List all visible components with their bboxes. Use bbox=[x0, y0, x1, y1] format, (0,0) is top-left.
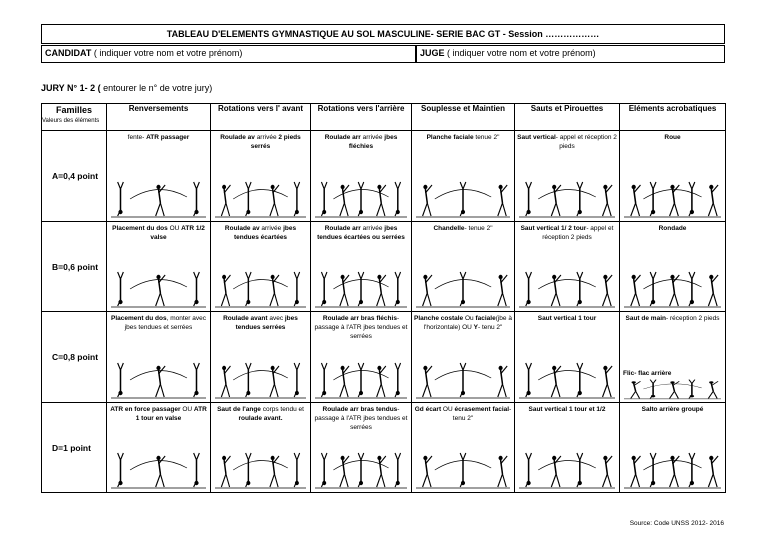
element-caption bbox=[311, 131, 411, 165]
element-cell bbox=[515, 312, 620, 403]
extra-element-label: Flic- flac arrière bbox=[623, 370, 672, 377]
gymnast-figure-image bbox=[215, 179, 306, 219]
jury-line bbox=[41, 83, 212, 93]
element-caption bbox=[412, 222, 514, 256]
caption-part: fente- bbox=[127, 134, 147, 141]
caption-part: OU bbox=[167, 225, 182, 232]
element-cell bbox=[311, 403, 412, 493]
element-caption bbox=[211, 403, 310, 437]
caption-part: arrivée bbox=[259, 225, 284, 232]
element-row bbox=[42, 131, 726, 222]
families-title: Familles bbox=[55, 105, 93, 115]
gymnast-figure-image bbox=[416, 450, 510, 490]
gymnast-figure-image bbox=[519, 269, 615, 309]
caption-part: - tenu 2" bbox=[478, 324, 503, 331]
element-caption bbox=[412, 312, 514, 346]
gymnast-figure-image bbox=[111, 269, 206, 309]
element-cell bbox=[412, 131, 515, 222]
column-header: Rotations vers l' avant bbox=[211, 104, 311, 131]
element-cell bbox=[620, 222, 726, 312]
row-value-label: A=0,4 point bbox=[42, 131, 107, 222]
element-cell bbox=[412, 222, 515, 312]
element-caption bbox=[620, 312, 725, 346]
caption-part: roulade avant. bbox=[238, 415, 283, 422]
gymnast-figure-image bbox=[519, 360, 615, 400]
element-caption bbox=[620, 403, 725, 437]
candidat-hint: ( indiquer votre nom et votre prénom) bbox=[91, 48, 243, 58]
caption-part: jbes fléchies bbox=[348, 134, 398, 150]
caption-part: Salto arrière groupé bbox=[641, 406, 704, 413]
gymnast-figure-image bbox=[416, 179, 510, 219]
element-caption bbox=[620, 131, 725, 165]
element-row bbox=[42, 312, 726, 403]
gymnast-figure-image bbox=[315, 360, 407, 400]
juge-hint: ( indiquer votre nom et votre prénom) bbox=[444, 48, 596, 58]
row-value-label: C=0,8 point bbox=[42, 312, 107, 403]
caption-part: Roulade arr bras fléchis bbox=[322, 315, 397, 322]
jury-label: JURY N° 1- 2 ( bbox=[41, 83, 101, 93]
element-cell bbox=[107, 222, 211, 312]
element-cell bbox=[515, 131, 620, 222]
element-cell bbox=[211, 222, 311, 312]
caption-part: Saut de main bbox=[625, 315, 666, 322]
element-cell bbox=[412, 403, 515, 493]
element-cell bbox=[107, 131, 211, 222]
element-caption bbox=[412, 131, 514, 165]
element-cell bbox=[311, 131, 412, 222]
gymnast-figure-image bbox=[111, 179, 206, 219]
element-cell bbox=[211, 131, 311, 222]
element-cell bbox=[412, 312, 515, 403]
caption-part: ATR 1 tour en valse bbox=[135, 406, 207, 422]
column-header: Souplesse et Maintien bbox=[412, 104, 515, 131]
caption-part: OU bbox=[180, 406, 194, 413]
gymnast-figure-image bbox=[624, 450, 721, 490]
caption-part: ATR passager bbox=[146, 134, 190, 141]
element-caption bbox=[211, 222, 310, 256]
caption-part: Saut vertical 1 tour bbox=[537, 315, 597, 322]
element-caption bbox=[107, 222, 210, 256]
caption-part: - appel et réception 2 pieds bbox=[542, 225, 614, 241]
element-caption bbox=[211, 131, 310, 165]
gymnast-figure-image bbox=[624, 269, 721, 309]
caption-part: corps tendu et bbox=[260, 406, 304, 413]
row-value-label: B=0,6 point bbox=[42, 222, 107, 312]
caption-part: Roulade arr bbox=[324, 225, 361, 232]
candidat-field[interactable] bbox=[41, 45, 416, 63]
caption-part: écrasement facial bbox=[454, 406, 510, 413]
caption-part: Saut vertical 1 tour et 1/2 bbox=[528, 406, 606, 413]
column-header: Renversements bbox=[107, 104, 211, 131]
element-caption bbox=[515, 131, 619, 165]
caption-part: jbes tendues serrées bbox=[235, 315, 298, 331]
caption-part: Placement du dos bbox=[110, 315, 167, 322]
element-caption bbox=[311, 403, 411, 437]
column-header: Rotations vers l'arrière bbox=[311, 104, 412, 131]
element-caption bbox=[107, 312, 210, 346]
caption-part: Roue bbox=[664, 134, 681, 141]
row-value-label: D=1 point bbox=[42, 403, 107, 493]
families-header bbox=[42, 104, 107, 131]
gymnast-figure-image bbox=[215, 269, 306, 309]
gymnast-figure-image bbox=[315, 450, 407, 490]
caption-part: - tenu 2" bbox=[452, 406, 512, 422]
gymnast-figure-image bbox=[519, 450, 615, 490]
element-cell bbox=[515, 403, 620, 493]
element-cell bbox=[620, 312, 726, 403]
element-caption bbox=[107, 403, 210, 437]
element-cell bbox=[311, 312, 412, 403]
element-cell bbox=[211, 312, 311, 403]
caption-part: jbes tendues écartées bbox=[233, 225, 297, 241]
caption-part: Saut de l'ange bbox=[217, 406, 261, 413]
element-row bbox=[42, 222, 726, 312]
gymnast-figure-image bbox=[215, 450, 306, 490]
caption-part: arrivée bbox=[360, 225, 385, 232]
element-caption bbox=[515, 312, 619, 346]
caption-part: - réception 2 pieds bbox=[665, 315, 720, 322]
caption-part: Roulade av bbox=[224, 225, 260, 232]
caption-part: - passage à l'ATR jbes tendues et serrées bbox=[314, 315, 408, 340]
column-header: Sauts et Pirouettes bbox=[515, 104, 620, 131]
caption-part: Y bbox=[473, 324, 478, 331]
gymnast-figure-image bbox=[416, 269, 510, 309]
families-subtitle: Valeurs des éléments bbox=[42, 118, 100, 124]
caption-part: OU bbox=[441, 406, 455, 413]
element-row bbox=[42, 403, 726, 493]
source-note: Source: Code UNSS 2012- 2016 bbox=[629, 520, 724, 527]
caption-part: arrivée bbox=[360, 134, 385, 141]
element-cell bbox=[107, 312, 211, 403]
caption-part: Roulade av bbox=[220, 134, 255, 141]
candidat-label: CANDIDAT bbox=[45, 48, 92, 58]
caption-part: Chandelle bbox=[433, 225, 465, 232]
caption-part: Roulade arr bbox=[324, 134, 361, 141]
element-cell bbox=[211, 403, 311, 493]
element-cell bbox=[620, 131, 726, 222]
header-row bbox=[42, 104, 726, 131]
caption-part: jbes tendues écartées ou serrées bbox=[317, 225, 405, 241]
gymnast-figure-image bbox=[315, 269, 407, 309]
element-caption bbox=[412, 403, 514, 437]
jury-hint: entourer le n° de votre jury) bbox=[100, 83, 213, 93]
caption-part: avec bbox=[267, 315, 285, 322]
element-caption bbox=[515, 222, 619, 256]
caption-part: Ou bbox=[463, 315, 476, 322]
caption-part: , monter avec jbes tendues et serrées bbox=[124, 315, 206, 331]
caption-part: Planche faciale bbox=[426, 134, 474, 141]
caption-part: arrivée bbox=[254, 134, 279, 141]
caption-part: Planche costale bbox=[414, 315, 464, 322]
juge-label: JUGE bbox=[420, 48, 445, 58]
element-caption bbox=[620, 222, 725, 256]
elements-table bbox=[41, 103, 726, 493]
caption-part: Roulade avant bbox=[223, 315, 268, 322]
element-caption bbox=[311, 312, 411, 346]
element-caption bbox=[515, 403, 619, 437]
element-cell bbox=[620, 403, 726, 493]
gymnast-figure-image bbox=[111, 450, 206, 490]
element-caption bbox=[211, 312, 310, 346]
element-cell bbox=[311, 222, 412, 312]
gymnast-figure-image bbox=[215, 360, 306, 400]
caption-part: - appel et réception 2 pieds bbox=[555, 134, 617, 150]
gymnast-figure-image bbox=[416, 360, 510, 400]
element-caption bbox=[107, 131, 210, 165]
caption-part: ATR en force passager bbox=[110, 406, 181, 413]
caption-part: Saut vertical 1/ 2 tour bbox=[520, 225, 587, 232]
caption-part: - passage à l'ATR jbes tendues et serrées bbox=[314, 406, 408, 431]
caption-part: Roulade arr bras tendus bbox=[322, 406, 398, 413]
gymnast-figure-image bbox=[315, 179, 407, 219]
column-header: Eléments acrobatiques bbox=[620, 104, 726, 131]
document-title: TABLEAU D'ELEMENTS GYMNASTIQUE AU SOL MASCULINE- SERIE BAC GT - Session ……………… bbox=[41, 24, 725, 44]
element-cell bbox=[515, 222, 620, 312]
gymnast-figure-image bbox=[624, 179, 721, 219]
caption-part: Placement du dos bbox=[112, 225, 168, 232]
caption-part: faciale bbox=[475, 315, 496, 322]
gymnast-figure-image bbox=[624, 378, 721, 400]
caption-part: Saut vertical bbox=[517, 134, 556, 141]
caption-part: Rondade bbox=[658, 225, 687, 232]
element-caption bbox=[311, 222, 411, 256]
caption-part: 2 pieds serrés bbox=[250, 134, 301, 150]
juge-field[interactable] bbox=[416, 45, 725, 63]
gymnast-figure-image bbox=[111, 360, 206, 400]
caption-part: Gd écart bbox=[414, 406, 442, 413]
caption-part: tenue 2" bbox=[473, 134, 500, 141]
caption-part: ATR 1/2 valse bbox=[150, 225, 205, 241]
element-cell bbox=[107, 403, 211, 493]
caption-part: - tenue 2" bbox=[464, 225, 493, 232]
gymnast-figure-image bbox=[519, 179, 615, 219]
caption-part: (jbe à l'horizontale) OU bbox=[423, 315, 512, 331]
